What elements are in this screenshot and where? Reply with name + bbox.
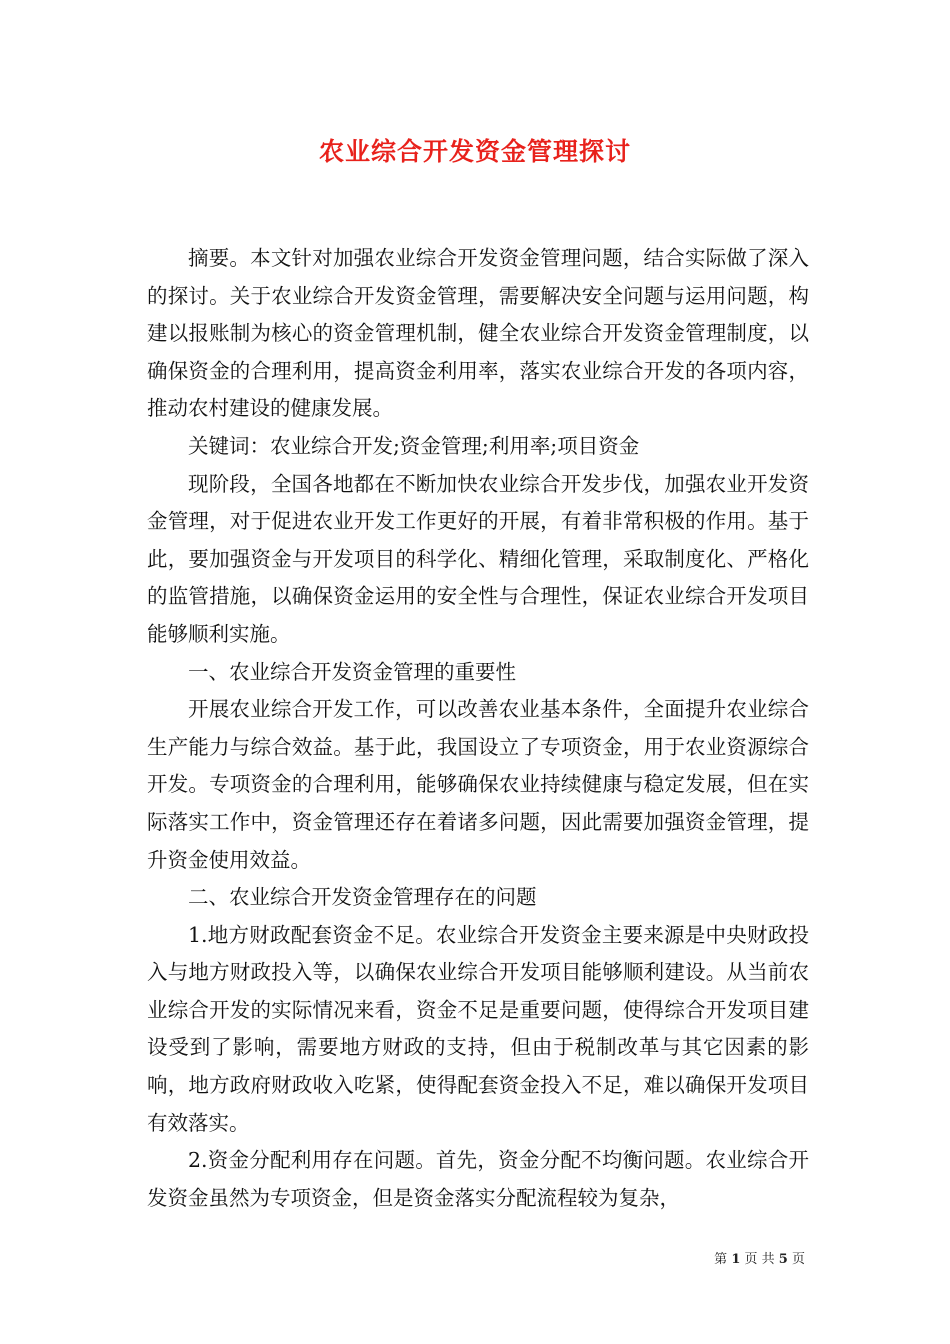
- footer-prefix: 第: [714, 1252, 728, 1267]
- body-paragraph: 1.地方财政配套资金不足。农业综合开发资金主要来源是中央财政投入与地方财政投入等，以确保农业综合开发项目能够顺利建设。从当前农业综合开发的实际情况来看，资金不足是重要问题，使得综合开发项目建设受到了影响，需要地方财政的支持，但由于税制改革与其它因素的影响，地方政府财政收入吃紧，使得配套资金投入不足，难以确保开发项目有效落实。: [147, 922, 809, 1135]
- page-number-footer: [714, 1248, 805, 1267]
- body-paragraph: 2.资金分配利用存在问题。首先，资金分配不均衡问题。农业综合开发资金虽然为专项资金，但是资金落实分配流程较为复杂，: [147, 1148, 809, 1210]
- section-heading: 一、农业综合开发资金管理的重要性: [188, 659, 516, 684]
- body-paragraph: 开展农业综合开发工作，可以改善农业基本条件，全面提升农业综合生产能力与综合效益。基于此，我国设立了专项资金，用于农业资源综合开发。专项资金的合理利用，能够确保农业持续健康与稳定发展，但在实际落实工作中，资金管理还存在着诸多问题，因此需要加强资金管理，提升资金使用效益。: [147, 697, 809, 872]
- current-page-number: 1: [731, 1252, 741, 1267]
- footer-middle: 页 共: [744, 1252, 775, 1267]
- keywords-paragraph: 关键词：农业综合开发;资金管理;利用率;项目资金: [188, 433, 640, 458]
- document-title: 农业综合开发资金管理探讨: [318, 137, 631, 166]
- total-page-number: 5: [778, 1252, 788, 1267]
- section-heading: 二、农业综合开发资金管理存在的问题: [188, 885, 537, 910]
- body-paragraph: 现阶段，全国各地都在不断加快农业综合开发步伐，加强农业开发资金管理，对于促进农业开发工作更好的开展，有着非常积极的作用。基于此，要加强资金与开发项目的科学化、精细化管理，采取制度化、严格化的监管措施，以确保资金运用的安全性与合理性，保证农业综合开发项目能够顺利实施。: [147, 471, 809, 646]
- abstract-paragraph: 摘要。本文针对加强农业综合开发资金管理问题，结合实际做了深入的探讨。关于农业综合开发资金管理，需要解决安全问题与运用问题，构建以报账制为核心的资金管理机制，健全农业综合开发资金管理制度，以确保资金的合理利用，提高资金利用率，落实农业综合开发的各项内容，推动农村建设的健康发展。: [147, 246, 809, 421]
- footer-suffix: 页: [791, 1252, 805, 1267]
- document-body: [147, 240, 809, 1217]
